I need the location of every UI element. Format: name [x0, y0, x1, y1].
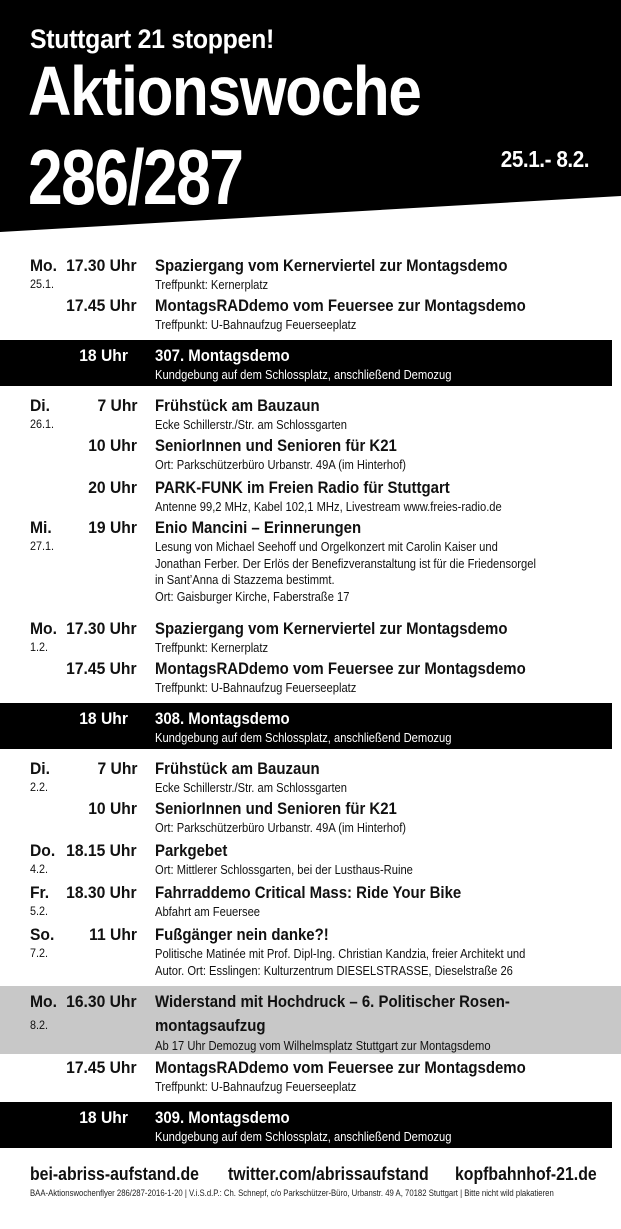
event-time: 19 Uhr [88, 518, 137, 537]
event-date: 8.2. [30, 1018, 49, 1032]
footer-link-kopfbahnhof-21[interactable]: kopfbahnhof-21.de [455, 1164, 597, 1184]
event-detail-line: Ab 17 Uhr Demozug vom Wilhelmsplatz Stuttgart zur Montagsdemo [155, 1038, 491, 1053]
event-day: Mo. [30, 256, 57, 275]
event-title: Widerstand mit Hochdruck – 6. Politischer Rosen- [155, 992, 510, 1011]
event-detail-line: Treffpunkt: Kernerplatz [155, 277, 269, 292]
event-details [155, 539, 585, 605]
event-detail-line: Kundgebung auf dem Schlossplatz, anschließend Demozug [155, 730, 452, 745]
event-details [155, 1079, 585, 1096]
event-details [155, 640, 585, 657]
event-date: 25.1. [30, 277, 55, 291]
event-details [155, 1129, 585, 1146]
event-title: Enio Mancini – Erinnerungen [155, 518, 362, 537]
event-detail-line: Treffpunkt: U-Bahnaufzug Feuerseeplatz [155, 317, 357, 332]
event-title: SeniorInnen und Senioren für K21 [155, 436, 397, 455]
header-title: Aktionswoche [28, 52, 421, 130]
event-time: 18 Uhr [79, 1108, 128, 1127]
event-details [155, 499, 585, 516]
header-number: 286/287 [28, 133, 243, 221]
event-row-montagsdemo [0, 1102, 612, 1148]
event-title: SeniorInnen und Senioren für K21 [155, 799, 397, 818]
event-title: 309. Montagsdemo [155, 1108, 290, 1127]
event-time: 17.45 Uhr [66, 1058, 137, 1077]
event-time: 17.30 Uhr [66, 256, 137, 275]
event-day: Fr. [30, 883, 50, 902]
event-detail-line: Kundgebung auf dem Schlossplatz, anschließend Demozug [155, 367, 452, 382]
event-title: Frühstück am Bauzaun [155, 759, 320, 778]
event-title: Spaziergang vom Kernerviertel zur Montagsdemo [155, 619, 508, 638]
event-time: 10 Uhr [88, 436, 137, 455]
event-day: Mi. [30, 518, 52, 537]
event-title: Spaziergang vom Kernerviertel zur Montagsdemo [155, 256, 508, 275]
event-detail-line: Ort: Parkschützerbüro Urbanstr. 49A (im Hinterhof) [155, 820, 407, 835]
event-day: Mo. [30, 992, 57, 1011]
event-detail-line: Jonathan Ferber. Der Erlös der Benefizveranstaltung ist für die Friedensorgel [155, 555, 536, 571]
event-date: 4.2. [30, 862, 49, 876]
event-detail-line: Ort: Parkschützerbüro Urbanstr. 49A (im Hinterhof) [155, 457, 407, 472]
event-title: Fahrraddemo Critical Mass: Ride Your Bike [155, 883, 462, 902]
event-date: 1.2. [30, 640, 49, 654]
event-details [155, 457, 585, 474]
event-detail-line: in Sant’Anna di Stazzema bestimmt. [155, 572, 335, 587]
event-details [155, 904, 585, 921]
footer-link-bei-abriss-aufstand[interactable]: bei-abriss-aufstand.de [30, 1164, 200, 1184]
header-kicker: Stuttgart 21 stoppen! [30, 24, 275, 54]
event-time: 18 Uhr [79, 709, 128, 728]
event-row [0, 986, 621, 1054]
event-title: MontagsRADdemo vom Feuersee zur Montagsdemo [155, 659, 526, 678]
event-time: 18.30 Uhr [66, 883, 137, 902]
event-title: 308. Montagsdemo [155, 709, 290, 728]
event-time: 17.30 Uhr [66, 619, 137, 638]
event-detail-line: Treffpunkt: U-Bahnaufzug Feuerseeplatz [155, 680, 357, 695]
event-title: Fußgänger nein danke?! [155, 925, 329, 944]
event-detail-line: Treffpunkt: U-Bahnaufzug Feuerseeplatz [155, 1079, 357, 1094]
event-details [155, 730, 585, 747]
event-time: 10 Uhr [88, 799, 137, 818]
flyer-header [0, 0, 621, 232]
event-day: Di. [30, 759, 50, 778]
event-detail-line: Ecke Schillerstr./Str. am Schlossgarten [155, 417, 348, 432]
event-details [155, 1038, 585, 1055]
event-time: 20 Uhr [88, 478, 137, 497]
event-details [155, 680, 585, 697]
event-detail-line: Ort: Mittlerer Schlossgarten, bei der Lusthaus-Ruine [155, 862, 413, 877]
event-detail-line: Kundgebung auf dem Schlossplatz, anschließend Demozug [155, 1129, 452, 1144]
event-time: 11 Uhr [89, 925, 137, 944]
event-day: Mo. [30, 619, 57, 638]
event-title-line2: montagsaufzug [155, 1016, 266, 1035]
event-time: 7 Uhr [97, 396, 137, 415]
event-detail-line: Lesung von Michael Seehoff und Orgelkonzert mit Carolin Kaiser und [155, 539, 498, 554]
event-title: MontagsRADdemo vom Feuersee zur Montagsdemo [155, 296, 526, 315]
event-detail-line: Antenne 99,2 MHz, Kabel 102,1 MHz, Livestream www.freies-radio.de [155, 499, 502, 514]
event-title: MontagsRADdemo vom Feuersee zur Montagsdemo [155, 1058, 526, 1077]
event-detail-line: Ecke Schillerstr./Str. am Schlossgarten [155, 780, 348, 795]
event-title: Frühstück am Bauzaun [155, 396, 320, 415]
event-title: 307. Montagsdemo [155, 346, 290, 365]
event-time: 17.45 Uhr [66, 296, 137, 315]
event-title: Parkgebet [155, 841, 228, 860]
event-time: 16.30 Uhr [66, 992, 137, 1011]
event-date: 27.1. [30, 539, 55, 553]
event-detail-line: Ort: Gaisburger Kirche, Faberstraße 17 [155, 588, 350, 604]
event-day: Di. [30, 396, 50, 415]
event-details [155, 317, 585, 334]
event-title: PARK-FUNK im Freien Radio für Stuttgart [155, 478, 450, 497]
event-date: 2.2. [30, 780, 49, 794]
footer-link-twitter[interactable]: twitter.com/abrissaufstand [228, 1164, 429, 1184]
header-dates: 25.1.- 8.2. [500, 146, 589, 172]
event-row-montagsdemo [0, 340, 612, 386]
event-details [155, 946, 585, 979]
event-time: 17.45 Uhr [66, 659, 137, 678]
event-detail-line: Abfahrt am Feuersee [155, 904, 261, 919]
event-details [155, 367, 585, 384]
event-details [155, 277, 585, 294]
event-detail-line: Politische Matinée mit Prof. Dipl-Ing. Christian Kandzia, freier Architekt und [155, 946, 526, 961]
event-row-montagsdemo [0, 703, 612, 749]
event-details [155, 862, 585, 879]
event-day: So. [30, 925, 55, 944]
event-time: 18.15 Uhr [66, 841, 137, 860]
event-detail-line: Autor. Ort: Esslingen: Kulturzentrum DIESELSTRASSE, Dieselstraße 26 [155, 962, 513, 978]
event-date: 26.1. [30, 417, 55, 431]
event-details [155, 417, 585, 434]
event-time: 7 Uhr [97, 759, 137, 778]
event-day: Do. [30, 841, 56, 860]
footer-imprint: BAA-Aktionswochenflyer 286/287-2016-1-20 | V.i.S.d.P.: Ch. Schnepf, c/o Parkschützer-Büro, Urbanstr. 49 A, 70182 Stuttgart | Bitte nicht wild plakatieren [30, 1188, 554, 1198]
event-time: 18 Uhr [79, 346, 128, 365]
event-details [155, 820, 585, 837]
event-date: 5.2. [30, 904, 49, 918]
event-date: 7.2. [30, 946, 49, 960]
event-detail-line: Treffpunkt: Kernerplatz [155, 640, 269, 655]
event-details [155, 780, 585, 797]
